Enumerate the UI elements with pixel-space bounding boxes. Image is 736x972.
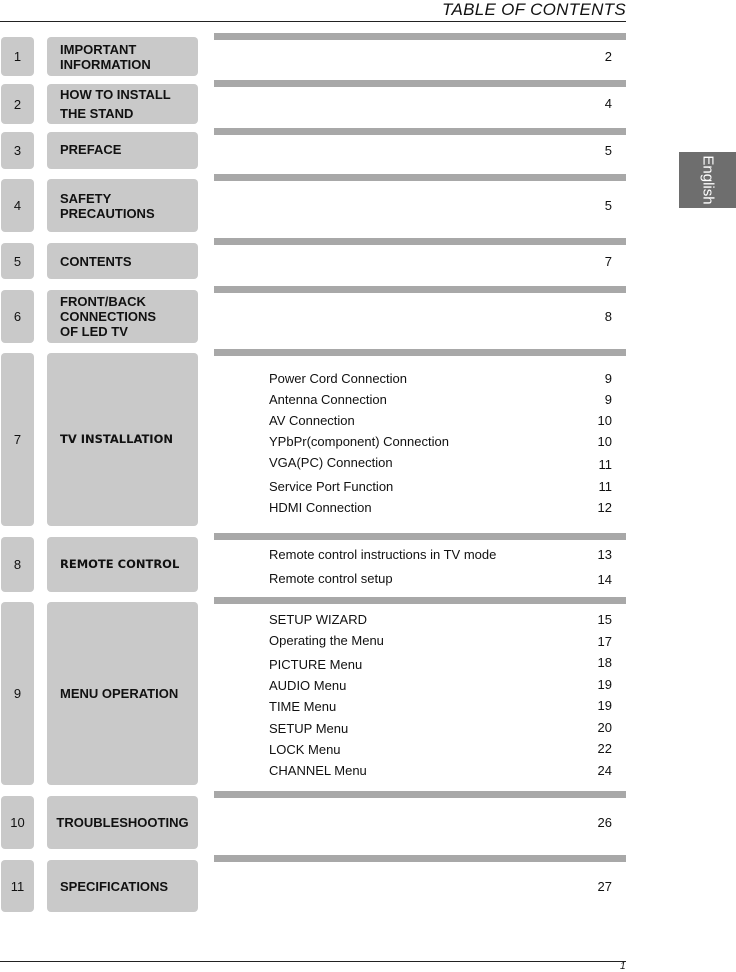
- section-number: 10: [1, 796, 34, 849]
- entry-page: 8: [604, 309, 612, 324]
- section-title[interactable]: CONTENTS: [47, 243, 198, 279]
- entry-label[interactable]: Remote control instructions in TV mode: [269, 547, 497, 562]
- section-bar: [214, 174, 626, 181]
- entry-page: 20: [597, 720, 612, 735]
- section-title[interactable]: TROUBLESHOOTING: [47, 796, 198, 849]
- entry-label[interactable]: Remote control setup: [269, 571, 393, 586]
- entry-page: 10: [597, 413, 612, 428]
- entry-page: 12: [597, 500, 612, 515]
- section-bar: [214, 597, 626, 604]
- entry-page: 9: [604, 371, 612, 386]
- section-number: 5: [1, 243, 34, 279]
- entry-page: 2: [604, 49, 612, 64]
- section-bar: [214, 33, 626, 40]
- section-number: 2: [1, 84, 34, 124]
- entry-page: 4: [604, 96, 612, 111]
- header-rule: [0, 21, 626, 22]
- section-bar: [214, 128, 626, 135]
- toc-section-how-to-install-stand[interactable]: [0, 84, 630, 124]
- entry-page: 22: [597, 741, 612, 756]
- entry-page: 19: [597, 698, 612, 713]
- entry-label[interactable]: Service Port Function: [269, 479, 394, 494]
- entry-label[interactable]: SETUP Menu: [269, 721, 349, 736]
- toc-section-menu-operation[interactable]: [0, 602, 630, 785]
- section-title[interactable]: SAFETY PRECAUTIONS: [47, 179, 198, 232]
- toc-section-remote-control[interactable]: [0, 537, 630, 592]
- toc-section-safety-precautions[interactable]: [0, 179, 630, 232]
- toc-section-front-back-connections[interactable]: [0, 290, 630, 343]
- entry-page: 10: [597, 434, 612, 449]
- language-tab-label: English: [699, 155, 716, 205]
- section-title[interactable]: REMOTE CONTROL: [47, 537, 198, 592]
- entry-page: 17: [597, 634, 612, 649]
- footer-rule: [0, 961, 626, 962]
- entry-label[interactable]: Antenna Connection: [269, 392, 387, 407]
- section-bar: [214, 238, 626, 245]
- section-bar: [214, 349, 626, 356]
- section-bar: [214, 855, 626, 862]
- entry-page: 15: [597, 612, 612, 627]
- entry-label[interactable]: Operating the Menu: [269, 633, 384, 648]
- language-tab[interactable]: [679, 152, 736, 208]
- entry-page: 19: [597, 677, 612, 692]
- entry-label[interactable]: SETUP WIZARD: [269, 612, 367, 627]
- toc-section-important-information[interactable]: [0, 37, 630, 76]
- section-bar: [214, 791, 626, 798]
- entry-page: 5: [604, 198, 612, 213]
- section-title[interactable]: HOW TO INSTALL THE STAND: [47, 84, 198, 124]
- section-title[interactable]: MENU OPERATION: [47, 602, 198, 785]
- section-bar: [214, 80, 626, 87]
- entry-page: 24: [597, 763, 612, 778]
- entry-label[interactable]: Power Cord Connection: [269, 371, 408, 386]
- section-title[interactable]: IMPORTANT INFORMATION: [47, 37, 198, 76]
- section-title[interactable]: FRONT/BACK CONNECTIONS OF LED TV: [47, 290, 198, 343]
- entry-label[interactable]: LOCK Menu: [269, 742, 341, 757]
- section-number: 4: [1, 179, 34, 232]
- page-title: TABLE OF CONTENTS: [442, 0, 626, 19]
- entry-page: 14: [597, 572, 612, 587]
- section-bar: [214, 533, 626, 540]
- entry-page: 27: [597, 879, 612, 894]
- entry-label[interactable]: YPbPr(component) Connection: [269, 434, 449, 449]
- section-title[interactable]: TV INSTALLATION: [47, 353, 198, 526]
- toc-section-troubleshooting[interactable]: [0, 796, 630, 849]
- entry-label[interactable]: TIME Menu: [269, 699, 337, 714]
- entry-page: 26: [597, 815, 612, 830]
- entry-page: 13: [597, 547, 612, 562]
- section-bar: [214, 286, 626, 293]
- entry-label[interactable]: PICTURE Menu: [269, 657, 363, 672]
- section-title[interactable]: SPECIFICATIONS: [47, 860, 198, 912]
- section-number: 1: [1, 37, 34, 76]
- entry-page: 11: [598, 479, 612, 494]
- entry-page: 18: [597, 655, 612, 670]
- toc-section-contents[interactable]: [0, 243, 630, 279]
- entry-page: 11: [598, 457, 612, 472]
- section-number: 8: [1, 537, 34, 592]
- entry-page: 5: [604, 143, 612, 158]
- section-number: 9: [1, 602, 34, 785]
- page-number: 1: [620, 961, 626, 972]
- section-number: 3: [1, 132, 34, 169]
- entry-label[interactable]: VGA(PC) Connection: [269, 455, 393, 470]
- toc-section-tv-installation[interactable]: [0, 353, 630, 526]
- entry-label[interactable]: AUDIO Menu: [269, 678, 347, 693]
- section-number: 11: [1, 860, 34, 912]
- entry-page: 9: [604, 392, 612, 407]
- section-number: 7: [1, 353, 34, 526]
- entry-label[interactable]: HDMI Connection: [269, 500, 372, 515]
- section-number: 6: [1, 290, 34, 343]
- toc-section-specifications[interactable]: [0, 860, 630, 912]
- entry-page: 7: [604, 254, 612, 269]
- entry-label[interactable]: AV Connection: [269, 413, 355, 428]
- toc-section-preface[interactable]: [0, 132, 630, 169]
- entry-label[interactable]: CHANNEL Menu: [269, 763, 367, 778]
- section-title[interactable]: PREFACE: [47, 132, 198, 169]
